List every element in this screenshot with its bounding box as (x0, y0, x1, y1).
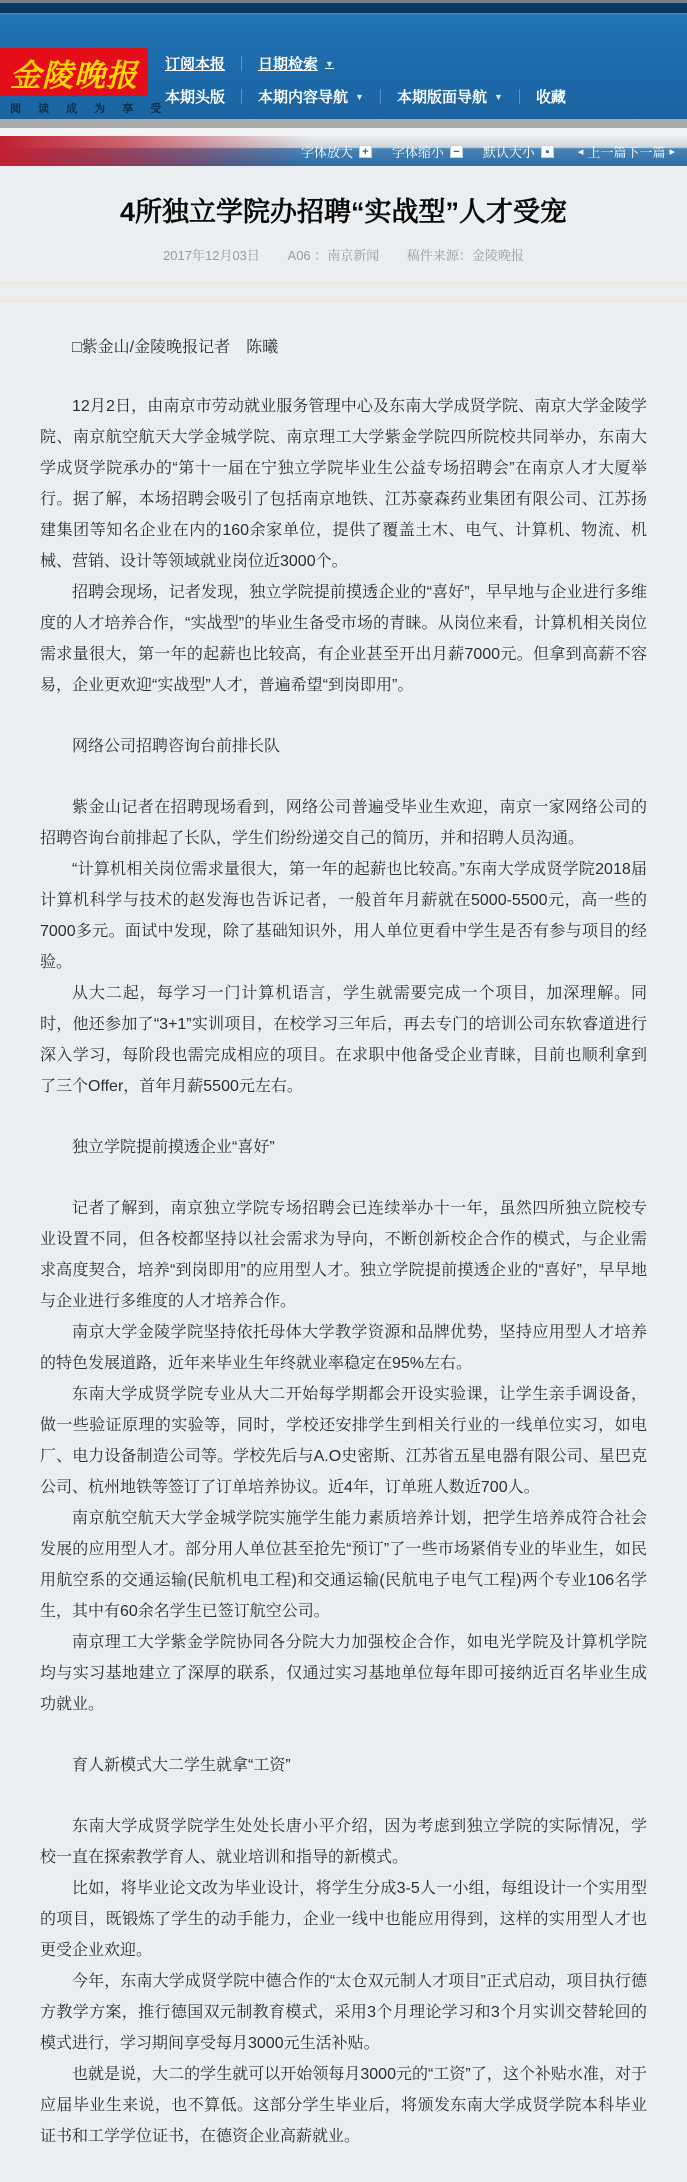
article-meta (0, 245, 687, 264)
article-paragraph: 也就是说，大二的学生就可以开始领每月3000元的“工资”了，这个补贴水准，对于应届毕业生来说，也不算低。这部分学生毕业后，将颁发东南大学成贤学院本科毕业证书和工学学位证书，在德资企业高薪就业。 (40, 2066, 647, 2145)
meta-dividers (0, 282, 687, 302)
logo-slogan: 阅 读 成 为 享 受 (10, 103, 169, 115)
chevron-down-icon: ▼ (355, 91, 364, 102)
article-paragraph: 从大二起，每学习一门计算机语言，学生就需要完成一个项目，加深理解。同时，他还参加了“3+1”实训项目，在校学习三年后，再去专门的培训公司东软睿道进行深入学习，每阶段也需完成相应的项目。在求职中他备受企业青睐，目前也顺利拿到了三个Offer，首年月薪5500元左右。 (40, 985, 647, 1095)
toolbar-links (281, 136, 679, 166)
divider-gap (0, 284, 687, 300)
font-zoom-in-button[interactable] (301, 142, 372, 161)
article-paragraph: “计算机相关岗位需求量很大，第一年的起薪也比较高。”东南大学成贤学院2018届计算机科学与技术的赵发海也告诉记者，一般首年月薪就在5000-5500元，高一些的7000多元。面试中发现，除了基础知识外，用人单位更看中学生是否有参与项目的经验。 (40, 861, 647, 971)
top-navy-bar (0, 3, 687, 13)
article-paragraph: 比如，将毕业论文改为毕业设计，将学生分成3-5人一小组，每组设计一个实用型的项目，既锻炼了学生的动手能力，企业一线中也能应用得到，这样的实用型人才也更受企业欢迎。 (40, 1880, 647, 1959)
nav-item-subscribe[interactable]: 订阅本报 (165, 56, 226, 73)
font-default-size-button[interactable] (483, 142, 554, 161)
article-paragraph: 记者了解到，南京独立学院专场招聘会已连续举办十一年，虽然四所独立院校专业设置不同，但各校都坚持以社会需求为导向，不断创新校企合作的模式，与企业需求高度契合，培养“到岗即用”的应用型人才。独立学院提前摸透企业的“喜好”，早早地与企业进行多维度的人才培养合作。 (40, 1200, 647, 1310)
prev-article-icon[interactable]: ◂ (577, 145, 584, 158)
article-paragraph: 东南大学成贤学院学生处处长唐小平介绍，因为考虑到独立学院的实际情况，学校一直在探索教学育人、就业培训和指导的新模式。 (40, 1818, 647, 1866)
font-zoom-out-button[interactable] (392, 142, 463, 161)
logo-title: 金陵晚报 (10, 57, 138, 93)
article-source: 稿件来源：金陵晚报 (406, 248, 524, 263)
font-default-size-label: 默认大小 (482, 144, 535, 160)
article-section: A06 ：南京新闻 (287, 248, 380, 263)
section-heading: 育人新模式大二学生就拿“工资” (72, 1757, 291, 1774)
next-article-icon[interactable]: ▸ (669, 145, 675, 158)
default-size-icon[interactable]: ▪ (541, 145, 554, 158)
site-header (0, 15, 687, 119)
article-byline: □紫金山/金陵晚报记者 陈曦 (72, 339, 279, 356)
nav-item-favorite[interactable]: 收藏 (535, 89, 566, 106)
article-container (0, 190, 687, 2182)
nav-separator (241, 56, 242, 71)
nav-item-layout-navigation[interactable]: 本期版面导航 ▼ (396, 89, 503, 106)
chevron-down-icon: ▼ (493, 91, 503, 102)
nav-item-content-navigation[interactable]: 本期内容导航 ▼ (258, 89, 364, 106)
logo-column (0, 15, 169, 116)
prev-next-label[interactable]: 上一篇下一篇 (587, 144, 666, 160)
nav-item-date-search[interactable]: 日期检索 ▼ (258, 56, 334, 73)
gray-divider-bar (0, 119, 687, 128)
zoom-in-icon[interactable]: + (359, 145, 372, 158)
article-paragraph: 12月2日，由南京市劳动就业服务管理中心及东南大学成贤学院、南京大学金陵学院、南京航空航天大学金城学院、南京理工大学紫金学院四所院校共同举办，东南大学成贤学院承办的“第十一届在宁独立学院毕业生公益专场招聘会”在南京人才大厦举行。据了解，本场招聘会吸引了包括南京地铁、江苏豪森药业集团有限公司、江苏扬建集团等知名企业在内的160余家单位，提供了覆盖土木、电气、计算机、物流、机械、营销、设计等领域就业岗位近3000个。 (40, 398, 647, 570)
zoom-out-icon[interactable]: − (450, 145, 463, 158)
article-paragraph: 招聘会现场，记者发现，独立学院提前摸透企业的“喜好”，早早地与企业进行多维度的人才培养合作，“实战型”的毕业生备受市场的青睐。从岗位来看，计算机相关岗位需求量很大，第一年的起薪也比较高，有企业甚至开出月薪7000元。但拿到高薪不容易，企业更欢迎“实战型”人才，普遍希望“到岗即用”。 (40, 584, 647, 694)
nav-separator (519, 89, 520, 104)
article-paragraph: 紫金山记者在招聘现场看到，网络公司普遍受毕业生欢迎，南京一家网络公司的招聘咨询台前排起了长队，学生们纷纷递交自己的简历，并和招聘人员沟通。 (40, 799, 647, 847)
chevron-down-icon: ▼ (325, 58, 334, 69)
section-heading: 独立学院提前摸透企业“喜好” (72, 1139, 275, 1156)
article-date: 2017年12月03日 (163, 248, 260, 263)
article-body (0, 302, 687, 2152)
article-paragraph: 今年，东南大学成贤学院中德合作的“太仓双元制人才项目”正式启动，项目执行德方教学方案，推行德国双元制教育模式，采用3个月理论学习和3个月实训交替轮回的模式进行，学习期间享受每月3000元生活补贴。 (40, 1973, 647, 2052)
nav-row-2 (165, 86, 687, 107)
font-zoom-out-label: 字体缩小 (391, 144, 444, 160)
article-toolbar (0, 136, 687, 166)
prev-next-article-control[interactable] (574, 142, 679, 161)
light-band (0, 128, 687, 136)
header-nav (165, 15, 687, 107)
section-heading: 网络公司招聘咨询台前排长队 (72, 738, 281, 755)
newspaper-logo[interactable] (0, 48, 148, 96)
nav-row-1 (165, 53, 687, 74)
article-paragraph: 南京大学金陵学院坚持依托母体大学教学资源和品牌优势，坚持应用型人才培养的特色发展道路，近年来毕业生年终就业率稳定在95%左右。 (40, 1324, 647, 1372)
nav-item-current-front-page[interactable]: 本期头版 (165, 89, 226, 106)
article-paragraph: 南京航空航天大学金城学院实施学生能力素质培养计划，把学生培养成符合社会发展的应用型人才。部分用人单位甚至抢先“预订”了一些市场紧俏专业的毕业生，如民用航空系的交通运输(民航机电工程)和交通运输(民航电子电气工程)两个专业106名学生，其中有60余名学生已签订航空公司。 (40, 1510, 647, 1620)
page-title: 4所独立学院办招聘“实战型”人才受宠 (119, 197, 567, 227)
article-paragraph: 东南大学成贤学院专业从大二开始每学期都会开设实验课，让学生亲手调设备，做一些验证原理的实验等，同时，学校还安排学生到相关行业的一线单位实习，如电厂、电力设备制造公司等。学校先后与A.O史密斯、江苏省五星电器有限公司、星巴克公司、杭州地铁等签订了订单培养协议。近4年，订单班人数近700人。 (40, 1386, 647, 1496)
font-zoom-in-label: 字体放大 (300, 144, 353, 160)
nav-separator (241, 89, 242, 104)
article-paragraph: 南京理工大学紫金学院协同各分院大力加强校企合作，如电光学院及计算机学院均与实习基地建立了深厚的联系，仅通过实习基地单位每年即可接纳近百名毕业生成功就业。 (40, 1634, 647, 1713)
nav-separator (380, 89, 381, 104)
